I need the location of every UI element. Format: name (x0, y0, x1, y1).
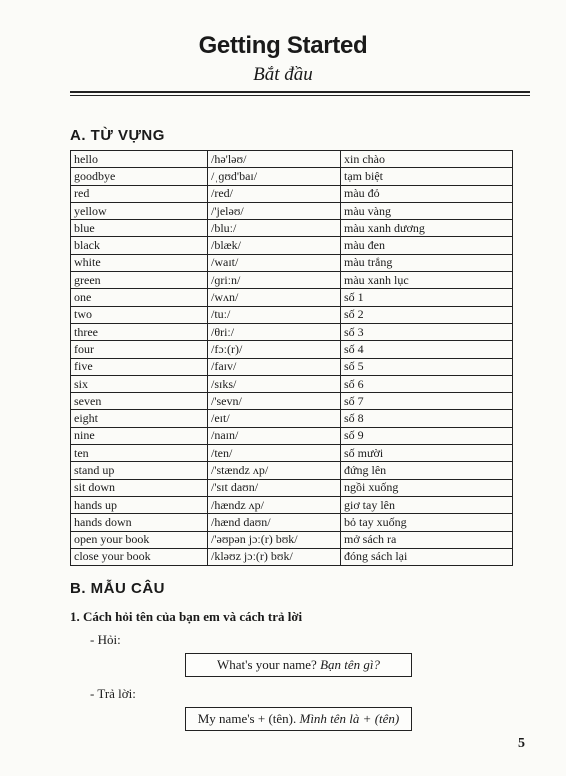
vocab-word: blue (71, 220, 208, 237)
vocab-pronunciation: /waɪt/ (208, 254, 341, 271)
table-row (71, 427, 513, 444)
vocab-word: hello (71, 151, 208, 168)
vocab-word: green (71, 272, 208, 289)
vocab-pronunciation: /kləʊz jɔː(r) bʊk/ (208, 548, 341, 565)
vocab-word: seven (71, 393, 208, 410)
pattern-1-title: 1. Cách hỏi tên của bạn em và cách trả lời (70, 609, 303, 624)
vocab-pronunciation: /faɪv/ (208, 358, 341, 375)
vocab-meaning: đóng sách lại (341, 548, 513, 565)
vocab-meaning: màu xanh dương (341, 220, 513, 237)
table-row (71, 323, 513, 340)
vocab-word: goodbye (71, 168, 208, 185)
vocab-meaning: màu đen (341, 237, 513, 254)
table-row (71, 202, 513, 219)
table-row (71, 462, 513, 479)
table-row (71, 168, 513, 185)
table-row (71, 531, 513, 548)
vocab-meaning: bỏ tay xuống (341, 514, 513, 531)
vocab-word: three (71, 323, 208, 340)
table-row (71, 496, 513, 513)
vocab-word: hands down (71, 514, 208, 531)
vocab-meaning: số 8 (341, 410, 513, 427)
vocab-pronunciation: /hə'ləʊ/ (208, 151, 341, 168)
table-row (71, 341, 513, 358)
vocabulary-table-body (71, 151, 513, 566)
table-row (71, 289, 513, 306)
ask-english: What's your name? (217, 657, 317, 672)
vocab-word: sit down (71, 479, 208, 496)
vocab-meaning: màu trắng (341, 254, 513, 271)
vocab-pronunciation: /tuː/ (208, 306, 341, 323)
table-row (71, 548, 513, 565)
vocab-pronunciation: /'jeləʊ/ (208, 202, 341, 219)
section-b-heading: B. MẪU CÂU (70, 580, 165, 597)
vocab-word: nine (71, 427, 208, 444)
vocab-pronunciation: /red/ (208, 185, 341, 202)
vocab-pronunciation: /eɪt/ (208, 410, 341, 427)
vocab-word: red (71, 185, 208, 202)
answer-sentence-box (185, 707, 412, 731)
answer-vietnamese: Mình tên là + (tên) (299, 711, 400, 726)
vocab-meaning: số 4 (341, 341, 513, 358)
vocab-word: ten (71, 445, 208, 462)
vocab-pronunciation: /bluː/ (208, 220, 341, 237)
vocab-meaning: số mười (341, 445, 513, 462)
vocab-pronunciation: /ten/ (208, 445, 341, 462)
vocab-word: close your book (71, 548, 208, 565)
title-divider (70, 91, 530, 93)
table-row (71, 220, 513, 237)
vocab-meaning: màu xanh lục (341, 272, 513, 289)
vocab-pronunciation: /naɪn/ (208, 427, 341, 444)
section-a-heading: A. TỪ VỰNG (70, 127, 165, 144)
vocab-meaning: giơ tay lên (341, 496, 513, 513)
vocab-word: five (71, 358, 208, 375)
table-row (71, 306, 513, 323)
vocab-pronunciation: /θriː/ (208, 323, 341, 340)
table-row (71, 445, 513, 462)
vocab-pronunciation: /'əʊpən jɔː(r) bʊk/ (208, 531, 341, 548)
vocab-meaning: số 5 (341, 358, 513, 375)
vocab-pronunciation: /sɪks/ (208, 375, 341, 392)
vocabulary-table (70, 150, 513, 566)
answer-english: My name's + (tên). (197, 711, 297, 726)
table-row (71, 410, 513, 427)
vocab-meaning: số 6 (341, 375, 513, 392)
vocab-meaning: số 2 (341, 306, 513, 323)
vocab-meaning: màu vàng (341, 202, 513, 219)
table-row (71, 514, 513, 531)
vocab-word: white (71, 254, 208, 271)
vocab-pronunciation: /'sɪt daʊn/ (208, 479, 341, 496)
vocab-meaning: ngồi xuống (341, 479, 513, 496)
vocab-word: hands up (71, 496, 208, 513)
vocab-meaning: số 7 (341, 393, 513, 410)
vocab-word: eight (71, 410, 208, 427)
vocab-meaning: số 9 (341, 427, 513, 444)
table-row (71, 358, 513, 375)
vocab-meaning: mở sách ra (341, 531, 513, 548)
ask-sentence-box (185, 653, 412, 677)
answer-label: - Trả lời: (90, 686, 136, 701)
page-title: Getting Started (198, 32, 368, 59)
table-row (71, 375, 513, 392)
table-row (71, 185, 513, 202)
vocab-word: stand up (71, 462, 208, 479)
vocab-pronunciation: /fɔː(r)/ (208, 341, 341, 358)
table-row (71, 393, 513, 410)
page-number: 5 (518, 736, 525, 751)
vocab-meaning: đứng lên (341, 462, 513, 479)
vocab-word: one (71, 289, 208, 306)
vocab-word: yellow (71, 202, 208, 219)
page-subtitle: Bắt đầu (253, 64, 313, 85)
title-divider-thin (70, 95, 530, 96)
vocab-meaning: số 3 (341, 323, 513, 340)
vocab-pronunciation: /'sevn/ (208, 393, 341, 410)
vocab-meaning: tạm biệt (341, 168, 513, 185)
vocab-pronunciation: /blæk/ (208, 237, 341, 254)
table-row (71, 254, 513, 271)
vocab-pronunciation: /ɡriːn/ (208, 272, 341, 289)
vocab-meaning: số 1 (341, 289, 513, 306)
vocab-word: four (71, 341, 208, 358)
ask-label: - Hỏi: (90, 632, 121, 647)
vocab-word: two (71, 306, 208, 323)
vocab-pronunciation: /'stændz ʌp/ (208, 462, 341, 479)
table-row (71, 151, 513, 168)
table-row (71, 479, 513, 496)
ask-vietnamese: Bạn tên gì? (320, 657, 380, 672)
vocab-meaning: màu đỏ (341, 185, 513, 202)
table-row (71, 237, 513, 254)
vocab-pronunciation: /wʌn/ (208, 289, 341, 306)
vocab-word: black (71, 237, 208, 254)
vocab-pronunciation: /hænd daʊn/ (208, 514, 341, 531)
table-row (71, 272, 513, 289)
vocab-meaning: xin chào (341, 151, 513, 168)
vocab-pronunciation: /hændz ʌp/ (208, 496, 341, 513)
vocab-pronunciation: /ˌɡʊd'baɪ/ (208, 168, 341, 185)
vocab-word: six (71, 375, 208, 392)
vocab-word: open your book (71, 531, 208, 548)
